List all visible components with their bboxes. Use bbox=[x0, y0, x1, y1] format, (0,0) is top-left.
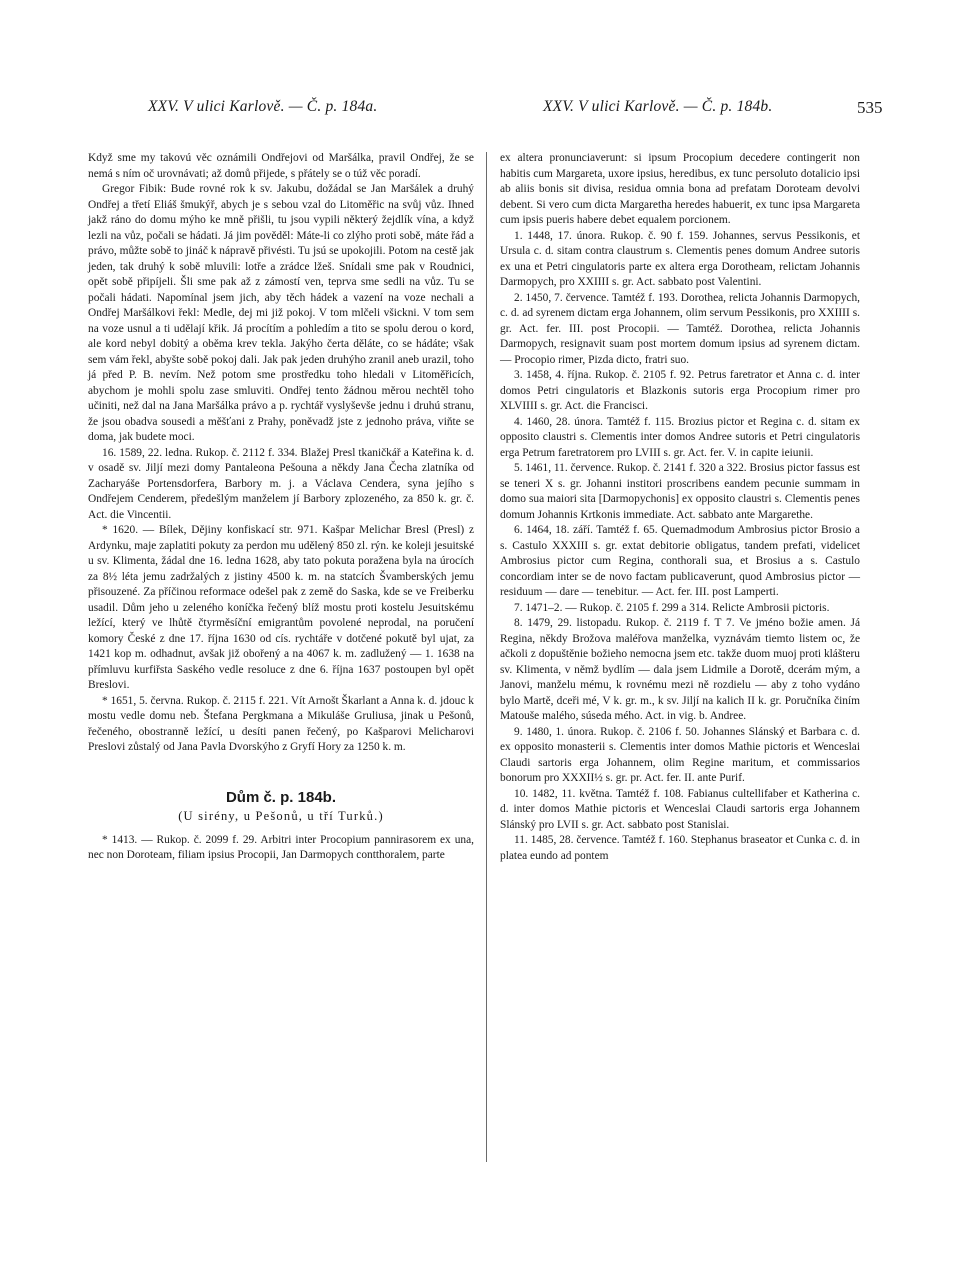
paragraph: Když sme my takovú věc oznámili Ondřejovi od Maršálka, pravil Ondřej, že se nemá s ním oč urovnávati; až domů přijede, s přátely se o túž věc poradí. bbox=[88, 152, 474, 180]
paragraph: 10. 1482, 11. května. Tamtéž f. 108. Fabianus cultellifaber et Katherina c. d. inter domos Mathie pictoris et Wenceslai Claudi sartoris erga Johannem Slánský pro LVII s. gr. Act. sabbato post Stanislai. bbox=[500, 787, 860, 831]
running-head-right: XXV. V ulici Karlově. — Č. p. 184b. bbox=[543, 98, 773, 115]
running-head-left: XXV. V ulici Karlově. — Č. p. 184a. bbox=[148, 98, 378, 115]
paragraph: * 1413. — Rukop. č. 2099 f. 29. Arbitri inter Procopium pannirasorem ex una, nec non Doroteam, filiam ipsius Procopii, Jan Darmopych contthoralem, parte bbox=[88, 833, 474, 861]
paragraph: 4. 1460, 28. února. Tamtéž f. 115. Brozius pictor et Regina c. d. sitam ex opposito claustri s. Clementis inter domos Andree sutoris et Petri cingulatoris erga Petrum faretratorem pro LVIII s. gr. Act. fer. V. in capite ieiunii. bbox=[500, 415, 860, 459]
paragraph: 3. 1458, 4. října. Rukop. č. 2105 f. 92. Petrus faretrator et Anna c. d. inter domos Petri cingulatoris et Blazkonis sutoris erga Procopium rimer pro XLVIIII s. gr. Act. die Francisci. bbox=[500, 369, 860, 412]
section-subtitle: (U sirény, u Pešonů, u tří Turků.) bbox=[178, 809, 384, 823]
running-head bbox=[0, 98, 960, 122]
paragraph: 2. 1450, 7. července. Tamtéž f. 193. Dorothea, relicta Johannis Darmopych, c. d. ad syrenem dictam erga Johannem, olim servum Pessikonis, pro XXIIII s. gr. Act. fer. III. post Procopii. — Tamtéž. Dorothea, relicta Johannis Darmopych, resignavit suam post mortem domum ipsius ad syrenem dictam. — Procopio rimer, Pizda dicto, fratri suo. bbox=[500, 291, 860, 366]
paragraph: 1. 1448, 17. února. Rukop. č. 90 f. 159. Johannes, servus Pessikonis, et Ursula c. d. sitam contra claustrum s. Clementis penes domum Andree sutoris ex una et Petri cingulatoris parte ex altera erga Dorotheam, relictam Johannis Darmopych, pro XXIIII s. gr. Act. sabbato post Valentini. bbox=[500, 229, 860, 288]
left-column bbox=[88, 151, 474, 864]
section-title: Dům č. p. 184b. bbox=[225, 788, 337, 806]
paragraph: * 1651, 5. června. Rukop. č. 2115 f. 221. Vít Arnošt Škarlant a Anna k. d. jdouc k mostu vedle domu neb. Štefana Pergkmana a Mikuláše Gruliusa, jinak u Pešonů, řečeného, obostranně ležící, u desíti panen řečený, po Kašparovi Melicharovi Preslovi zůstalý od Jana Pavla Dvorskýho z Gryfí Hory za 1250 k. m. bbox=[88, 694, 474, 753]
paragraph: 8. 1479, 29. listopadu. Rukop. č. 2119 f. T 7. Ve jméno božie amen. Já Regina, někdy Brožova maléřova manželka, vyznávám tiemto listem oc, že ačkoli z dopuštěnie božieho nemocna jsem etc. takže duom muoj proti klášteru sv. Klimenta, v němž bydlím — dala jsem Lidmile a Dorotě, dcerám mým, a Janovi, manželu mému, k rovnému mezi ně rozdielu — aby z toho vydáno bylo Martě, dceři mé, V k. gr. m., k sv. Jiljí na kalich II k. gr. Poručníka činím Matouše malého, súseda mého. Act. in vig. b. Andree. bbox=[500, 617, 860, 722]
paragraph: ex altera pronunciaverunt: si ipsum Procopium decedere contingerit non habitis cum Margareta, uxore ipsius, heredibus, ex tunc persoluto dotalicio ipsi ab aliis bonis sit divisa, residua omnia bona ad prefatam Doroteam devolvi debent. Si vero cum dicta Margaretha heredes habuerit, ex tunc ipsa Margareta cum ipsis pueris habere debet equalem porcionem. bbox=[500, 152, 860, 226]
paragraph: 7. 1471–2. — Rukop. č. 2105 f. 299 a 314. Relicte Ambrosii pictoris. bbox=[514, 601, 830, 614]
paragraph: 16. 1589, 22. ledna. Rukop. č. 2112 f. 334. Blažej Presl tkaničkář a Kateřina k. d. v osadě sv. Jiljí mezi domy Pantaleona Pešouna a někdy Jana Čecha zlatníka od Zacharyáše Portensdorfera, Barbory m. j. a Václava Cendera, syna jejího s Ondřejem Cenderem, předešlým manželem jí Barbory zplozeného, za 850 k. gr. č. Act. die Vincentii. bbox=[88, 446, 474, 521]
paragraph: 6. 1464, 18. září. Tamtéž f. 65. Quemadmodum Ambrosius pictor Brosio a s. Castulo XXXIII s. gr. extat debitorie obligatus, tandem prefati, videlicet Ambrosius pictor cum Regina, conthorali sua, et Brosius a s. Castulo concordiam inter se de novo factam publicaverunt, quod Ambrosius pictor — residuum — dare — tenebitur. — Act. fer. III. post Lamperti. bbox=[500, 524, 860, 598]
column-divider bbox=[486, 152, 487, 1162]
paragraph: Gregor Fibik: Bude rovné rok k sv. Jakubu, dožádal se Jan Maršálek a druhý Ondřej a třetí Eliáš šmukýř, abych je s sebou vzal do Litoměřic na svůj vůz. Ihned jakž ráno do domu mýho ke mně přišli, tu jsou vypili některý žejdlík vína, a když lezli na vůz, počali se hádati. Já jim pověděl: Máte-li co zlýho proti sobě, máte řád a právo, můžte sobě to jináč k nápravě přivésti. Tu jsú se upokojili. Potom na cestě jak jeden, tak druhý k sobě mluvili: lotře a zrádce lžeš. Snídali sme pak v Roudnici, opět sobě připíjeli. Šli sme pak až z zámostí ven, teprva sme sedli na vůz. Tu se počali hádati. Napomínal jsem jich, aby těch hádek a vazení na voze nechali a Ondřej Maršálkovi řekl: Medle, dej mi již pokoj. V tom mlčeli všickni. V tom sem na voze usnul a ti udělají křik. Já procítím a pohledím a tito se spolu derou o kord, ale kord nebyl dobitý a oběma krev tekla. Jakýho čerta děláte, co se hádáte; však sem vám řekl, abyšte sobě pokoj dali. Jak pak jeden druhýho zranil aneb urazil, toho já před P. B. nevím. Než potom sme prostředku toho hledali v Litoměřicích, abychom je mohli spolu zase smluviti. Ondřej tento žádnou měrou nechtěl toho učiniti, než dal na Jana Maršálka právo a p. rychtář vyslyševše jednu i druhú stranu, že jsou obadva sousedi a měšťani z Prahy, poněvadž jste z jednoho práva, viňte se doma, jak budete moci. bbox=[88, 183, 474, 443]
paragraph: 5. 1461, 11. července. Rukop. č. 2141 f. 320 a 322. Brosius pictor fassus est se teneri X s. gr. Johanni institori proscribens eandem pecunie summam in domo sua maiori sita [Darmopychonis] ex opposito claustri s. Clementis penes domum Johannis Krtkonis immediate. Act. sabbato ante Margarethe. bbox=[500, 462, 860, 521]
right-column bbox=[500, 151, 860, 864]
section-spacer bbox=[88, 756, 474, 790]
paragraph: 11. 1485, 28. července. Tamtéž f. 160. Stephanus braseator et Cunka c. d. in platea eundo ad pontem bbox=[500, 834, 860, 862]
page-number: 535 bbox=[857, 98, 883, 117]
paragraph: 9. 1480, 1. února. Rukop. č. 2106 f. 50. Johannes Slánský et Barbara c. d. ex opposito monasterii s. Clementis inter domos Mathie pictoris et Wenceslai Claudi sartoris erga Johannem, olim Regine maritum, et commissarios bonorum pro XXXII½ s. gr. pr. Act. fer. II. ante Purif. bbox=[500, 725, 860, 784]
paragraph: * 1620. — Bílek, Dějiny konfiskací str. 971. Kašpar Melichar Bresl (Presl) z Ardynku, maje zaplatiti pokuty za perdon mu udělený 850 zl. rýn. ke koleji jesuitské u sv. Klimenta, žádal dne 16. ledna 1628, aby tato pokuta poražena byla na úrocích za 8½ léta jemu zadržalých z jistiny 4500 k. m. na statcích Švamberských jemu přisouzené. Za příčinou reformace odešel pak z země do Saska, kde se ve Freiberku usadil. Dům jeho u zeleného koníčka řečený blíž mostu proti kostelu Jesuitskému ležící, který ve lhůtě čtyrměsíční emigrantům povolené neprodal, na poručení komory České z dne 17. října 1630 od cís. rychtáře v dotčené pokutě byl ujat, za 1421 kop m. odhadnut, avšak již obořený a na 4067 k. m. zadlužený — 1. 1638 na přímluvu kurfiřsta Saského vedle resoluce z dne 6. října 1637 postoupen byl opět Breslovi. bbox=[88, 524, 474, 691]
